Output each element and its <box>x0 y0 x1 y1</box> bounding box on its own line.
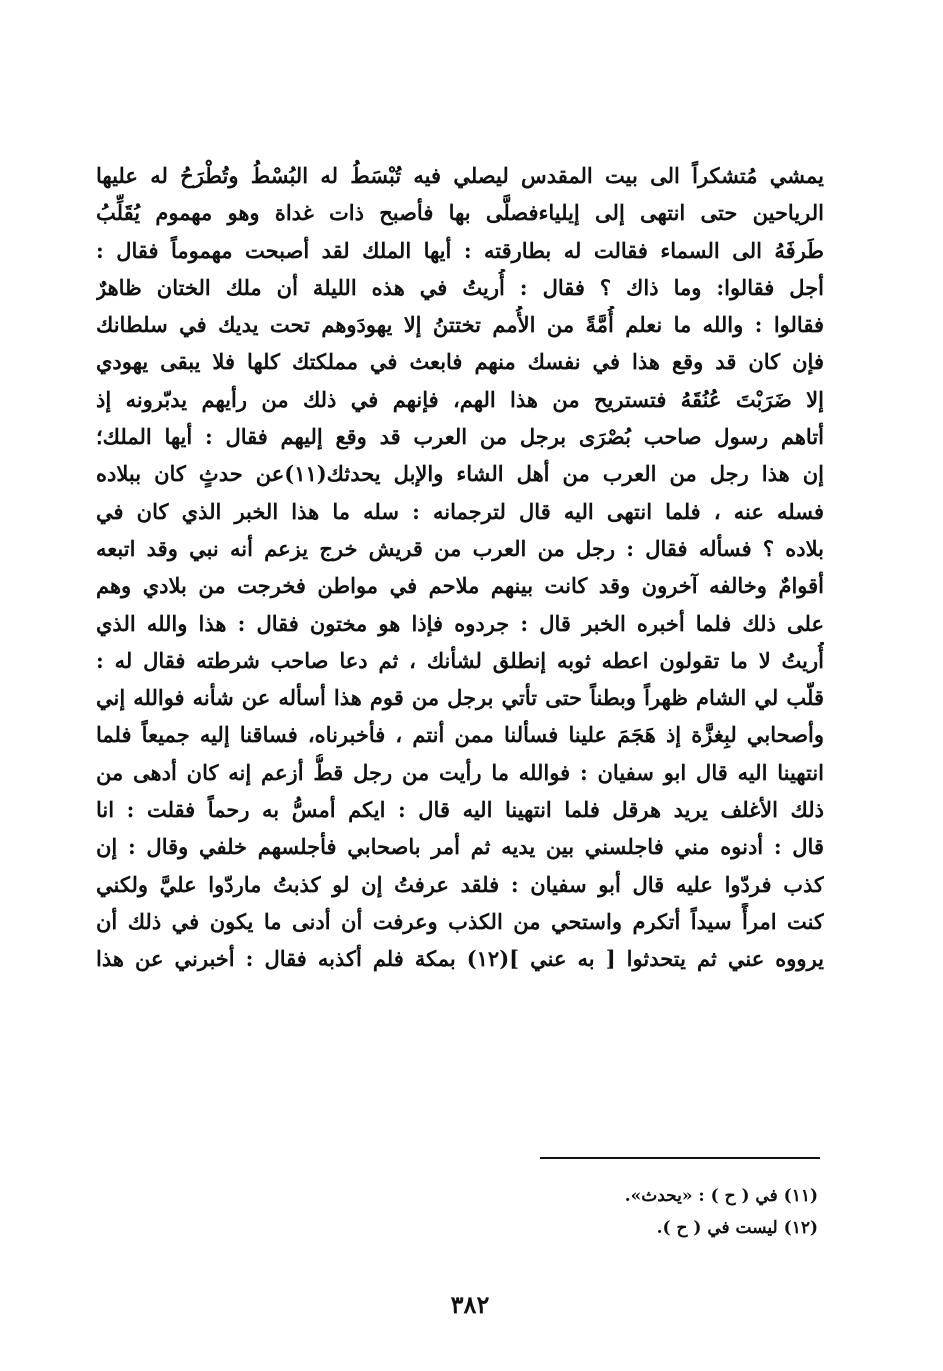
text-line: قلّب لي الشام ظهراً وبطناً حتى تأتي برجل من قوم هذا أسأله عن شأنه فوالله إني <box>96 685 824 711</box>
text-line: بلاده ؟ فسأله فقال : رجل من العرب من قريش خرج يزعم أنه نبي وقد اتبعه <box>96 535 824 561</box>
text-line: انتهينا اليه قال ابو سفيان : فوالله ما رأيت من رجل قطُّ أزعم إنه كان أدهى من <box>96 759 824 785</box>
text-line: إلا ضَرَبْتَ عُنُقَهُ فتستريح من هذا الهم، فإنهم في ذلك من رأيهم يدبّرونه إذ <box>96 386 824 412</box>
text-line: على ذلك فلما أخبره الخبر قال : جردوه فإذا هو مختون فقال : هذا والله الذي <box>96 610 824 636</box>
text-line: قال : أدنوه مني فاجلسني بين يديه ثم أمر باصحابي فأجلسهم خلفي وقال : إن <box>96 834 824 860</box>
text-line: طَرفَهُ الى السماء فقالت له بطارقته : أيها الملك لقد أصبحت مهموماً فقال : <box>96 237 824 263</box>
text-line: فسله عنه ، فلما انتهى اليه قال لترجمانه : سله ما هذا الخبر الذي كان في <box>96 498 824 524</box>
text-line: أقوامٌ وخالفه آخرون وقد كانت بينهم ملاحم في مواطن فخرجت من بلادي وهم <box>96 573 824 599</box>
text-line: أتاهم رسول صاحب بُصْرَى برجل من العرب قد وقع إليهم فقال : أيها الملك؛ <box>96 424 824 450</box>
text-line: وأصحابي لبِغزَّة إذ هَجَمَ علينا فسألنا ممن أنتم ، فأخبرناه، فساقنا إليه جميعاً فلما <box>96 722 824 748</box>
text-line: فقالوا : والله ما نعلم أُمَّةً من الأُمم تختتنُ إلا يهودَوهم تحت يديك في سلطانك <box>96 312 824 338</box>
footnote-11: (١١) في ( ح ) : «يحدث». <box>624 1186 818 1206</box>
footnote-12: (١٢) ليست في ( ح ). <box>656 1218 818 1238</box>
footnote-divider <box>540 1157 820 1159</box>
text-line: أجل فقالوا: وما ذاك ؟ فقال : أُريتُ في هذه الليلة أن ملك الختان ظاهرٌ <box>96 274 824 300</box>
text-line: ذلك الأغلف يريد هرقل فلما انتهينا اليه قال : ايكم أمسُّ به رحماً فقلت : انا <box>96 797 824 823</box>
text-line: كذب فردّوا عليه قال أبو سفيان : فلقد عرفتُ إن لو كذبتُ ماردّوا عليَّ ولكني <box>96 871 824 897</box>
text-line: يمشي مُتشكراً الى بيت المقدس ليصلي فيه تُبْسَطُ له البُسْطُ وتُطْرَحُ له عليها <box>96 163 824 188</box>
text-line: الرياحين حتى انتهى إلى إيلياءفصلَّى بها فأصبح ذات غداة وهو مهموم يُقَلِّبُ <box>96 200 824 226</box>
footnotes <box>500 1180 818 1244</box>
text-line: فإن كان قد وقع هذا في نفسك منهم فابعث في مملكتك كلها فلا يبقى يهودي <box>96 349 824 375</box>
text-line: يرووه عني ثم يتحدثوا [ به عني ](١٢) بمكة فلم أكذبه فقال : أخبرني عن هذا <box>96 946 824 972</box>
text-line: كنت امرأً سيداً أتكرم واستحي من الكذب وعرفت أن أدنى ما يكون في ذلك أن <box>96 908 824 934</box>
text-line: أُريتُ لا ما تقولون اعطه ثوبه إنطلق لشأنك ، ثم دعا صاحب شرطته فقال له : <box>96 647 824 673</box>
text-line: إن هذا رجل من العرب من أهل الشاء والإبل يحدثك(١١)عن حدثٍ كان ببلاده <box>96 461 824 487</box>
main-text-block <box>96 157 824 978</box>
page-number: ٣٨٢ <box>450 1290 490 1319</box>
